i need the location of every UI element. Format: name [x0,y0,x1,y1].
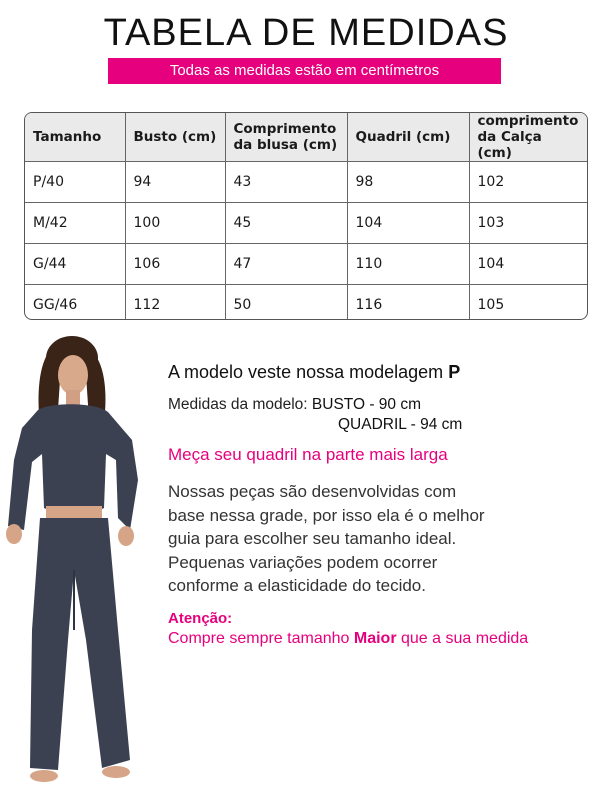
cell: 100 [125,203,225,244]
model-measurements [168,396,421,414]
cell: G/44 [25,244,125,285]
cell: 94 [125,162,225,203]
model-bust: BUSTO - 90 cm [311,396,422,413]
cell: 43 [225,162,347,203]
cell: 110 [347,244,469,285]
attention-label: Atenção: [168,610,233,627]
model-size-note [168,362,460,383]
cell: 47 [225,244,347,285]
cell: 116 [347,285,469,321]
guidance-line: Nossas peças são desenvolvidas com [168,482,457,501]
cell: 50 [225,285,347,321]
cell: 45 [225,203,347,244]
size-table [24,112,588,320]
cell: 112 [125,285,225,321]
attention-suffix: que a sua medida [401,630,529,647]
attention-text [168,630,528,648]
header-quadril: Quadril (cm) [347,113,469,162]
cell: 105 [469,285,587,321]
guidance-line: Pequenas variações podem ocorrer [168,552,438,572]
page-title: TABELA DE MEDIDAS [103,12,509,54]
cell: 98 [347,162,469,203]
table-row [25,162,587,203]
table-row [25,244,587,285]
guidance-line: guia para escolher seu tamanho ideal. [168,529,457,548]
attention-prefix: Compre sempre tamanho [168,630,350,647]
model-size-prefix: A modelo veste nossa modelagem [168,362,444,382]
header-comprimento-calca: comprimento da Calça (cm) [469,113,587,162]
cell: GG/46 [25,285,125,321]
cell: 104 [469,244,587,285]
measure-hint: Meça seu quadril na parte mais larga [168,445,448,464]
table-row [25,285,587,321]
cell: 103 [469,203,587,244]
table-row [25,203,587,244]
model-photo [0,330,168,792]
header-tamanho: Tamanho [25,113,125,162]
guidance-paragraph [168,480,568,598]
cell: 106 [125,244,225,285]
cell: 102 [469,162,587,203]
guidance-line: conforme a elasticidade do tecido. [168,576,426,595]
attention-bold: Maior [353,630,397,647]
cell: M/42 [25,203,125,244]
header-comprimento-blusa: Comprimento da blusa (cm) [225,113,347,162]
subtitle-banner: Todas as medidas estão em centímetros [108,58,501,84]
header-busto: Busto (cm) [125,113,225,162]
table-header-row [25,113,587,162]
model-measurements-label: Medidas da modelo: [168,396,308,413]
guidance-line: base nessa grade, por isso ela é o melhor [168,505,485,525]
cell: 104 [347,203,469,244]
model-size-value: P [448,362,461,382]
model-hip: QUADRIL - 94 cm [338,416,463,433]
cell: P/40 [25,162,125,203]
